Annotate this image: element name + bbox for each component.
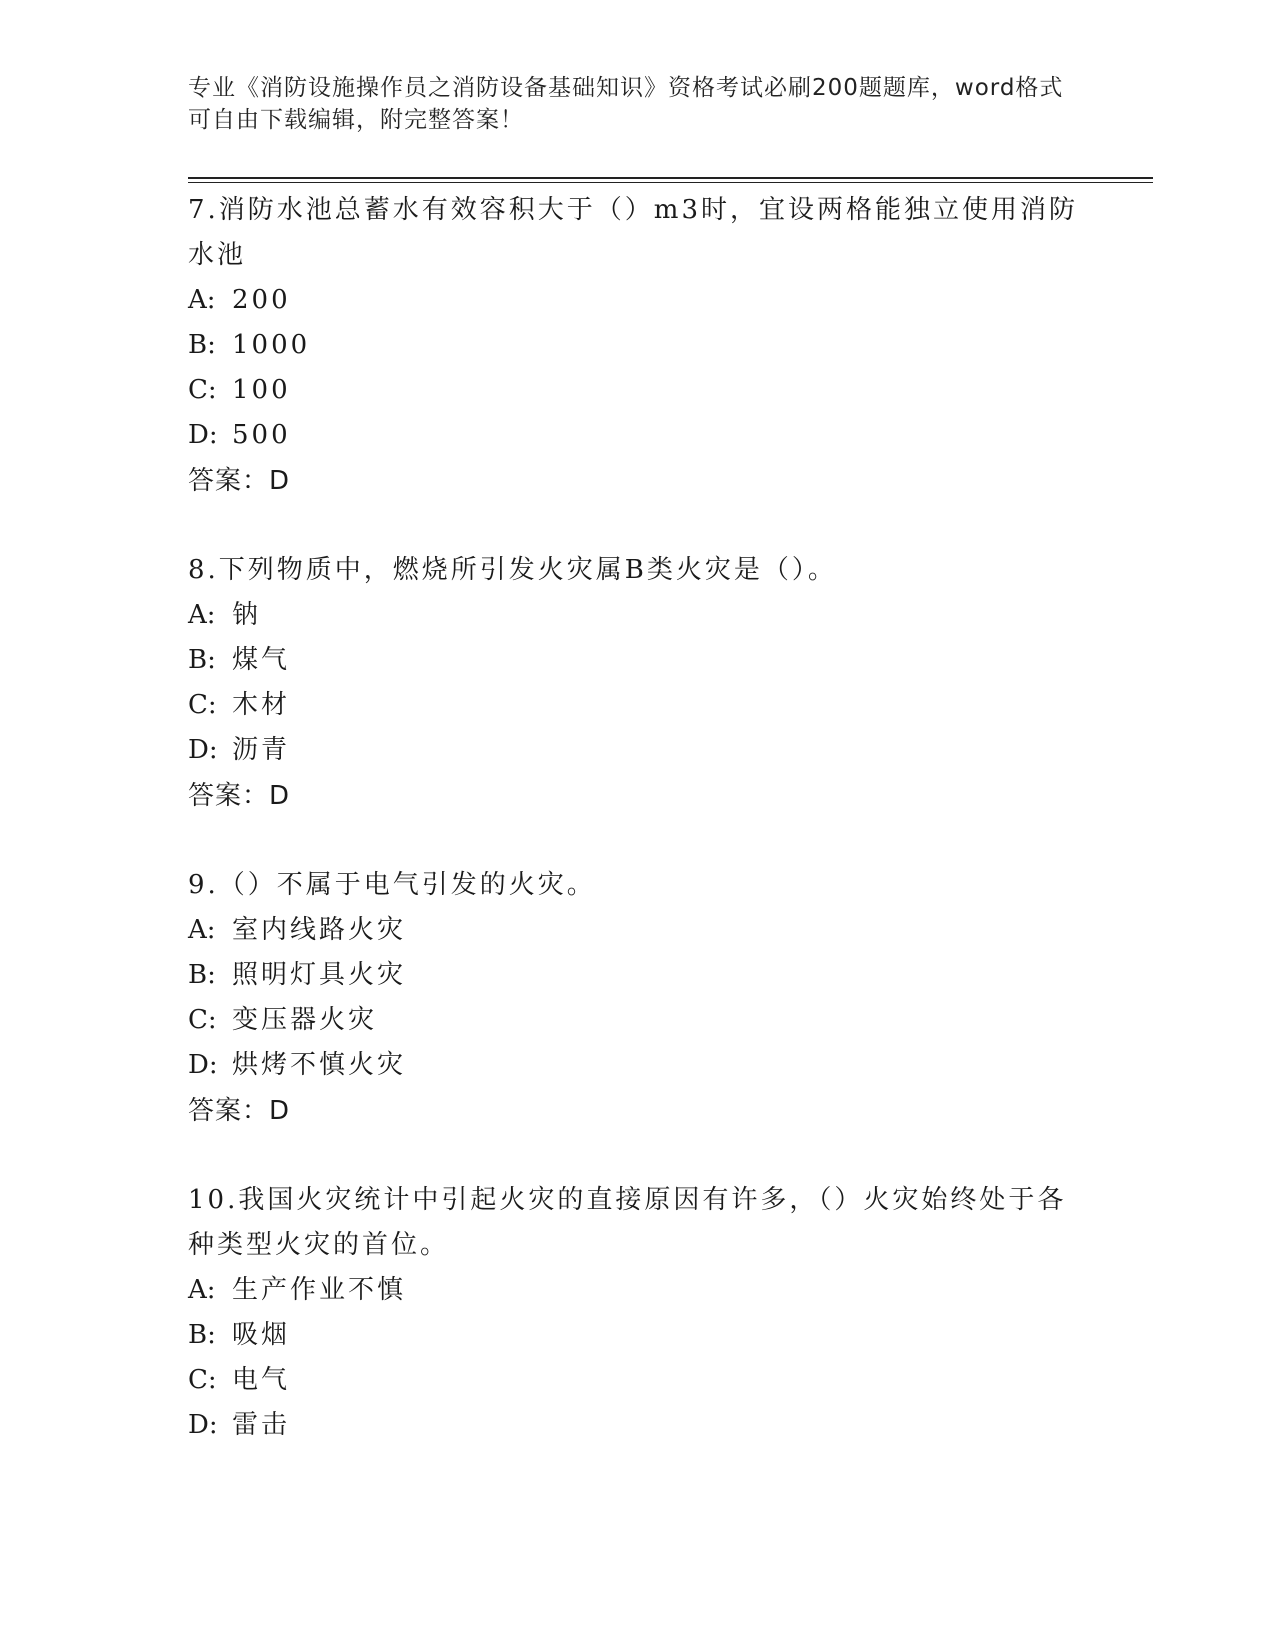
- option-key: C:: [188, 1005, 217, 1035]
- option-key: B:: [188, 330, 216, 360]
- option-key: B:: [188, 1320, 216, 1350]
- question-stem: 9.（）不属于电气引发的火灾。: [188, 870, 596, 900]
- option-key: C:: [188, 1365, 217, 1395]
- option-key: A:: [188, 915, 216, 945]
- question-stem: 8.下列物质中，燃烧所引发火灾属B类火灾是（）。: [188, 555, 837, 585]
- option-key: B:: [188, 960, 216, 990]
- option-b: [188, 323, 1088, 368]
- option-text: 200: [232, 285, 291, 315]
- option-key: B:: [188, 645, 216, 675]
- option-a: [188, 1268, 1088, 1313]
- option-d: [188, 413, 1088, 458]
- option-text: 电气: [232, 1365, 291, 1395]
- option-text: 照明灯具火灾: [232, 960, 407, 990]
- option-text: 钠: [232, 600, 262, 630]
- option-key: C:: [188, 690, 217, 720]
- option-key: D:: [188, 420, 218, 450]
- option-a: [188, 278, 1088, 323]
- document-header: [188, 72, 1078, 136]
- option-b: [188, 638, 1088, 683]
- option-text: 变压器火灾: [232, 1005, 378, 1035]
- option-key: A:: [188, 285, 216, 315]
- question-9: [188, 863, 1088, 1134]
- question-7: [188, 188, 1088, 504]
- answer: 答案：D: [188, 1096, 291, 1126]
- option-b: [188, 1313, 1088, 1358]
- question-stem: 7.消防水池总蓄水有效容积大于（）m3时，宜设两格能独立使用消防水池: [188, 195, 1079, 270]
- answer: 答案：D: [188, 466, 291, 496]
- option-d: [188, 1043, 1088, 1088]
- option-text: 沥青: [232, 735, 291, 765]
- question-stem: 10.我国火灾统计中引起火灾的直接原因有许多，（）火灾始终处于各种类型火灾的首位。: [188, 1185, 1067, 1260]
- option-key: C:: [188, 375, 217, 405]
- option-text: 木材: [232, 690, 291, 720]
- option-d: [188, 1403, 1088, 1448]
- option-key: A:: [188, 600, 216, 630]
- option-b: [188, 953, 1088, 998]
- option-c: [188, 683, 1088, 728]
- question-8: [188, 548, 1088, 819]
- option-text: 室内线路火灾: [232, 915, 407, 945]
- option-key: D:: [188, 735, 218, 765]
- option-text: 烘烤不慎火灾: [232, 1050, 407, 1080]
- option-text: 1000: [232, 330, 311, 360]
- option-d: [188, 728, 1088, 773]
- option-text: 吸烟: [232, 1320, 291, 1350]
- option-text: 100: [232, 375, 291, 405]
- header-divider: [188, 177, 1153, 183]
- option-key: D:: [188, 1410, 218, 1440]
- header-text: 专业《消防设施操作员之消防设备基础知识》资格考试必刷200题题库，word格式可自由下载编辑，附完整答案！: [188, 75, 1064, 133]
- option-c: [188, 998, 1088, 1043]
- option-text: 生产作业不慎: [232, 1275, 407, 1305]
- question-list: [188, 188, 1088, 1492]
- option-key: A:: [188, 1275, 216, 1305]
- option-text: 500: [232, 420, 291, 450]
- question-10: [188, 1178, 1088, 1448]
- option-text: 煤气: [232, 645, 291, 675]
- option-c: [188, 1358, 1088, 1403]
- answer: 答案：D: [188, 781, 291, 811]
- option-a: [188, 908, 1088, 953]
- option-a: [188, 593, 1088, 638]
- option-key: D:: [188, 1050, 218, 1080]
- option-text: 雷击: [232, 1410, 291, 1440]
- option-c: [188, 368, 1088, 413]
